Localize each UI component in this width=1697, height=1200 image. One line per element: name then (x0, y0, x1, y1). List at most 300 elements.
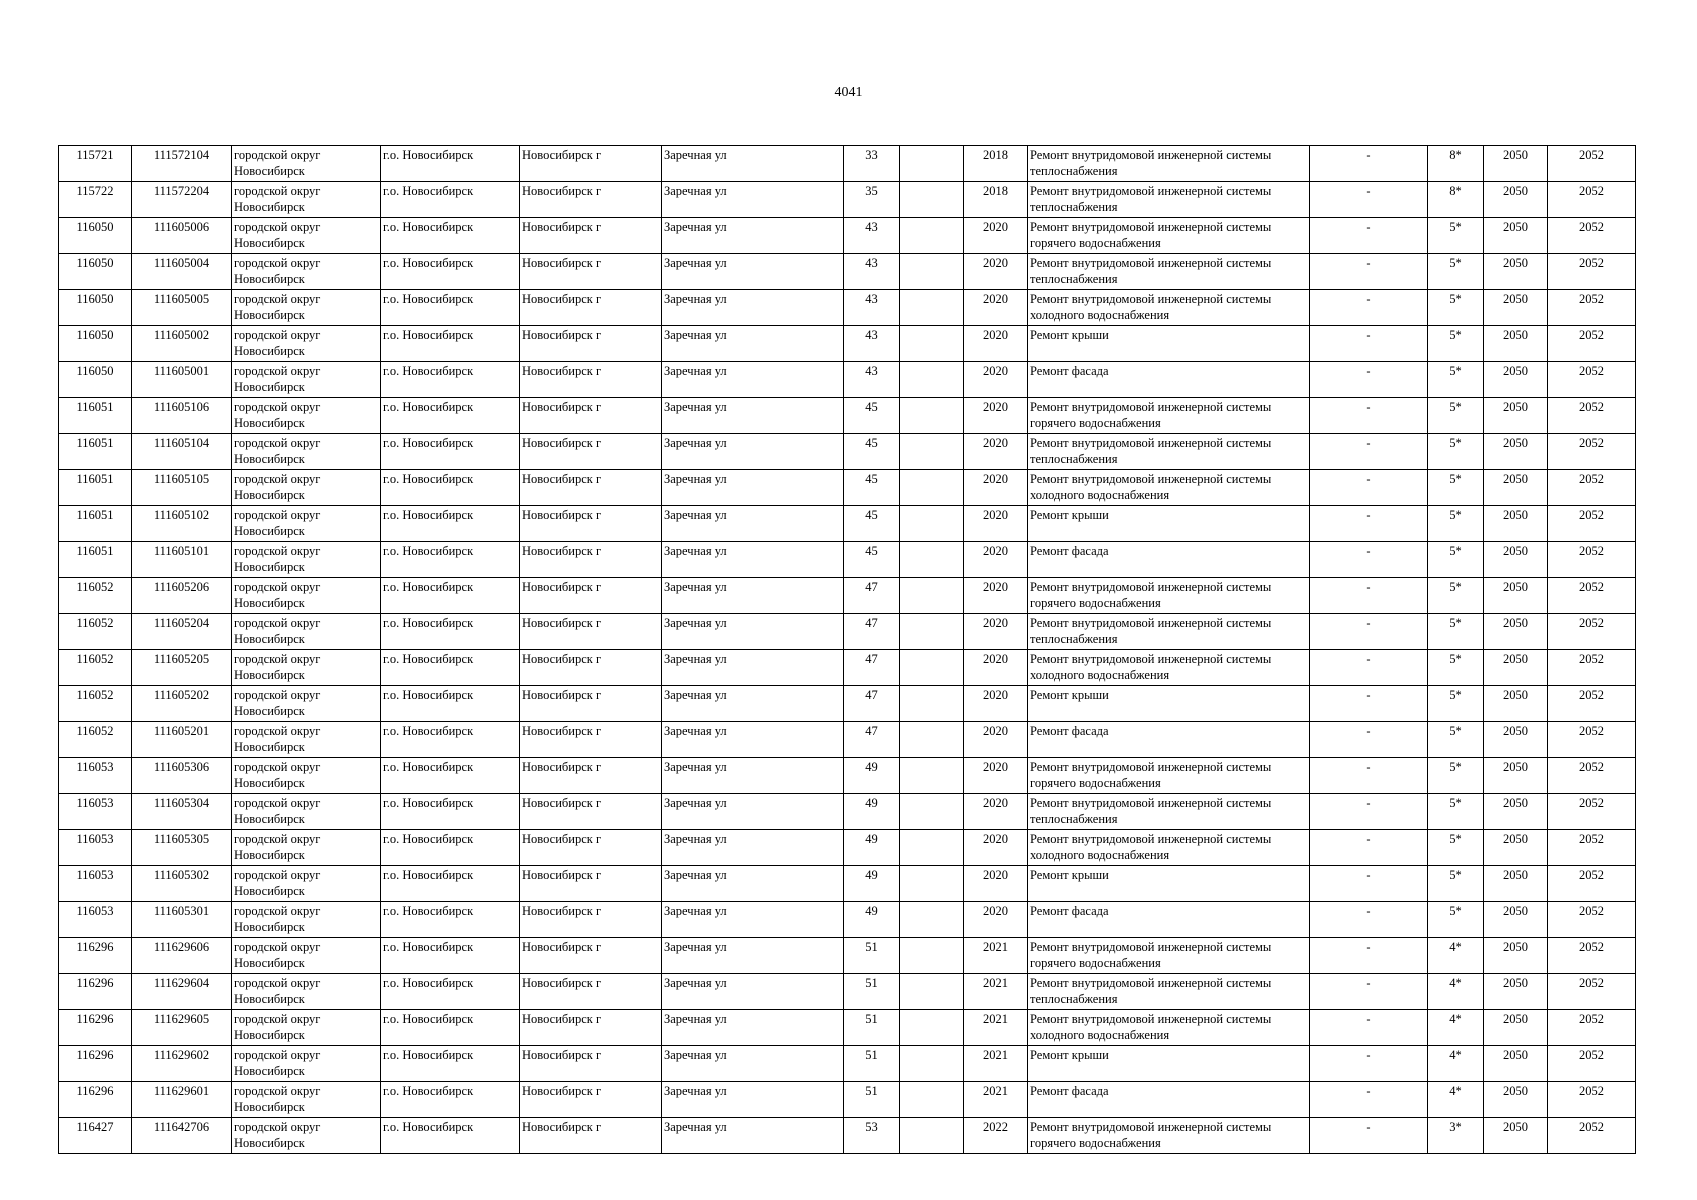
dash-cell: - (1310, 650, 1428, 686)
house-number-cell: 45 (844, 470, 900, 506)
priority-cell: 5* (1428, 578, 1484, 614)
municipality-cell: городской округ Новосибирск (232, 578, 381, 614)
municipality-cell: городской округ Новосибирск (232, 1010, 381, 1046)
district-cell: г.о. Новосибирск (381, 470, 520, 506)
end-year-cell: 2052 (1548, 362, 1636, 398)
settlement-cell: Новосибирск г (520, 506, 662, 542)
dash-cell: - (1310, 182, 1428, 218)
house-number-cell: 51 (844, 1010, 900, 1046)
start-year-cell: 2050 (1484, 398, 1548, 434)
house-number-cell: 45 (844, 542, 900, 578)
house-number-cell: 49 (844, 902, 900, 938)
work-type-cell: Ремонт внутридомовой инженерной системы теплоснабжения (1028, 146, 1310, 182)
work-type-cell: Ремонт внутридомовой инженерной системы теплоснабжения (1028, 182, 1310, 218)
building-cell (900, 866, 964, 902)
street-cell: Заречная ул (662, 614, 844, 650)
street-cell: Заречная ул (662, 182, 844, 218)
district-cell: г.о. Новосибирск (381, 866, 520, 902)
work-type-cell: Ремонт внутридомовой инженерной системы теплоснабжения (1028, 794, 1310, 830)
house-id-cell: 116053 (59, 830, 132, 866)
building-cell (900, 758, 964, 794)
work-id-cell: 111642706 (132, 1118, 232, 1154)
district-cell: г.о. Новосибирск (381, 1010, 520, 1046)
table-row (59, 254, 1636, 290)
work-id-cell: 111605106 (132, 398, 232, 434)
house-id-cell: 116296 (59, 938, 132, 974)
start-year-cell: 2050 (1484, 614, 1548, 650)
work-id-cell: 111629606 (132, 938, 232, 974)
district-cell: г.о. Новосибирск (381, 830, 520, 866)
work-id-cell: 111629605 (132, 1010, 232, 1046)
street-cell: Заречная ул (662, 326, 844, 362)
district-cell: г.о. Новосибирск (381, 1046, 520, 1082)
work-id-cell: 111605201 (132, 722, 232, 758)
municipality-cell: городской округ Новосибирск (232, 902, 381, 938)
settlement-cell: Новосибирск г (520, 758, 662, 794)
house-id-cell: 116050 (59, 218, 132, 254)
year-cell: 2020 (964, 434, 1028, 470)
building-cell (900, 938, 964, 974)
house-number-cell: 49 (844, 758, 900, 794)
settlement-cell: Новосибирск г (520, 1082, 662, 1118)
municipality-cell: городской округ Новосибирск (232, 1082, 381, 1118)
end-year-cell: 2052 (1548, 758, 1636, 794)
work-type-cell: Ремонт внутридомовой инженерной системы холодного водоснабжения (1028, 1010, 1310, 1046)
house-number-cell: 47 (844, 686, 900, 722)
dash-cell: - (1310, 146, 1428, 182)
house-number-cell: 49 (844, 794, 900, 830)
end-year-cell: 2052 (1548, 290, 1636, 326)
end-year-cell: 2052 (1548, 146, 1636, 182)
year-cell: 2020 (964, 254, 1028, 290)
street-cell: Заречная ул (662, 938, 844, 974)
building-cell (900, 182, 964, 218)
start-year-cell: 2050 (1484, 722, 1548, 758)
work-id-cell: 111605005 (132, 290, 232, 326)
end-year-cell: 2052 (1548, 434, 1636, 470)
priority-cell: 5* (1428, 470, 1484, 506)
district-cell: г.о. Новосибирск (381, 722, 520, 758)
year-cell: 2021 (964, 974, 1028, 1010)
dash-cell: - (1310, 218, 1428, 254)
work-type-cell: Ремонт внутридомовой инженерной системы горячего водоснабжения (1028, 218, 1310, 254)
building-cell (900, 614, 964, 650)
year-cell: 2020 (964, 218, 1028, 254)
start-year-cell: 2050 (1484, 146, 1548, 182)
end-year-cell: 2052 (1548, 506, 1636, 542)
district-cell: г.о. Новосибирск (381, 938, 520, 974)
municipality-cell: городской округ Новосибирск (232, 650, 381, 686)
building-cell (900, 1082, 964, 1118)
building-cell (900, 146, 964, 182)
house-id-cell: 116427 (59, 1118, 132, 1154)
dash-cell: - (1310, 326, 1428, 362)
dash-cell: - (1310, 974, 1428, 1010)
work-type-cell: Ремонт внутридомовой инженерной системы теплоснабжения (1028, 254, 1310, 290)
district-cell: г.о. Новосибирск (381, 506, 520, 542)
dash-cell: - (1310, 902, 1428, 938)
work-type-cell: Ремонт внутридомовой инженерной системы холодного водоснабжения (1028, 470, 1310, 506)
year-cell: 2018 (964, 146, 1028, 182)
house-number-cell: 33 (844, 146, 900, 182)
house-id-cell: 116296 (59, 1010, 132, 1046)
settlement-cell: Новосибирск г (520, 182, 662, 218)
house-id-cell: 116050 (59, 254, 132, 290)
district-cell: г.о. Новосибирск (381, 362, 520, 398)
table-row (59, 1010, 1636, 1046)
building-cell (900, 794, 964, 830)
municipality-cell: городской округ Новосибирск (232, 794, 381, 830)
end-year-cell: 2052 (1548, 794, 1636, 830)
house-id-cell: 116051 (59, 470, 132, 506)
start-year-cell: 2050 (1484, 758, 1548, 794)
start-year-cell: 2050 (1484, 1010, 1548, 1046)
work-id-cell: 111605006 (132, 218, 232, 254)
work-type-cell: Ремонт внутридомовой инженерной системы горячего водоснабжения (1028, 938, 1310, 974)
building-cell (900, 650, 964, 686)
year-cell: 2020 (964, 290, 1028, 326)
work-id-cell: 111605102 (132, 506, 232, 542)
start-year-cell: 2050 (1484, 506, 1548, 542)
settlement-cell: Новосибирск г (520, 578, 662, 614)
year-cell: 2020 (964, 398, 1028, 434)
street-cell: Заречная ул (662, 218, 844, 254)
dash-cell: - (1310, 830, 1428, 866)
settlement-cell: Новосибирск г (520, 1010, 662, 1046)
end-year-cell: 2052 (1548, 902, 1636, 938)
end-year-cell: 2052 (1548, 1010, 1636, 1046)
table-row (59, 146, 1636, 182)
building-cell (900, 290, 964, 326)
work-id-cell: 111605104 (132, 434, 232, 470)
year-cell: 2020 (964, 758, 1028, 794)
work-type-cell: Ремонт внутридомовой инженерной системы теплоснабжения (1028, 974, 1310, 1010)
year-cell: 2020 (964, 902, 1028, 938)
house-number-cell: 43 (844, 218, 900, 254)
priority-cell: 5* (1428, 290, 1484, 326)
end-year-cell: 2052 (1548, 866, 1636, 902)
settlement-cell: Новосибирск г (520, 866, 662, 902)
work-id-cell: 111629602 (132, 1046, 232, 1082)
municipality-cell: городской округ Новосибирск (232, 398, 381, 434)
year-cell: 2020 (964, 326, 1028, 362)
street-cell: Заречная ул (662, 686, 844, 722)
table-row (59, 470, 1636, 506)
table-row (59, 902, 1636, 938)
priority-cell: 4* (1428, 1010, 1484, 1046)
end-year-cell: 2052 (1548, 830, 1636, 866)
building-cell (900, 506, 964, 542)
year-cell: 2020 (964, 866, 1028, 902)
municipality-cell: городской округ Новосибирск (232, 686, 381, 722)
municipality-cell: городской округ Новосибирск (232, 146, 381, 182)
end-year-cell: 2052 (1548, 398, 1636, 434)
priority-cell: 5* (1428, 686, 1484, 722)
house-number-cell: 49 (844, 866, 900, 902)
settlement-cell: Новосибирск г (520, 434, 662, 470)
municipality-cell: городской округ Новосибирск (232, 218, 381, 254)
house-id-cell: 115722 (59, 182, 132, 218)
street-cell: Заречная ул (662, 398, 844, 434)
work-id-cell: 111629604 (132, 974, 232, 1010)
priority-cell: 5* (1428, 794, 1484, 830)
municipality-cell: городской округ Новосибирск (232, 938, 381, 974)
settlement-cell: Новосибирск г (520, 1118, 662, 1154)
work-id-cell: 111572104 (132, 146, 232, 182)
work-type-cell: Ремонт крыши (1028, 506, 1310, 542)
house-number-cell: 47 (844, 578, 900, 614)
settlement-cell: Новосибирск г (520, 254, 662, 290)
building-cell (900, 1118, 964, 1154)
priority-cell: 4* (1428, 1082, 1484, 1118)
settlement-cell: Новосибирск г (520, 218, 662, 254)
table-row (59, 182, 1636, 218)
district-cell: г.о. Новосибирск (381, 218, 520, 254)
end-year-cell: 2052 (1548, 722, 1636, 758)
work-type-cell: Ремонт внутридомовой инженерной системы горячего водоснабжения (1028, 578, 1310, 614)
work-id-cell: 111605202 (132, 686, 232, 722)
street-cell: Заречная ул (662, 830, 844, 866)
year-cell: 2020 (964, 794, 1028, 830)
building-cell (900, 542, 964, 578)
district-cell: г.о. Новосибирск (381, 902, 520, 938)
municipality-cell: городской округ Новосибирск (232, 542, 381, 578)
table-row (59, 1046, 1636, 1082)
year-cell: 2020 (964, 722, 1028, 758)
house-id-cell: 115721 (59, 146, 132, 182)
work-id-cell: 111605304 (132, 794, 232, 830)
work-id-cell: 111605004 (132, 254, 232, 290)
table-row (59, 1082, 1636, 1118)
priority-cell: 5* (1428, 866, 1484, 902)
municipality-cell: городской округ Новосибирск (232, 434, 381, 470)
priority-cell: 5* (1428, 542, 1484, 578)
work-type-cell: Ремонт крыши (1028, 686, 1310, 722)
street-cell: Заречная ул (662, 146, 844, 182)
dash-cell: - (1310, 1082, 1428, 1118)
work-type-cell: Ремонт фасада (1028, 722, 1310, 758)
street-cell: Заречная ул (662, 1046, 844, 1082)
work-type-cell: Ремонт внутридомовой инженерной системы холодного водоснабжения (1028, 830, 1310, 866)
table-row (59, 614, 1636, 650)
year-cell: 2021 (964, 1010, 1028, 1046)
municipality-cell: городской округ Новосибирск (232, 362, 381, 398)
start-year-cell: 2050 (1484, 794, 1548, 830)
district-cell: г.о. Новосибирск (381, 686, 520, 722)
dash-cell: - (1310, 614, 1428, 650)
house-id-cell: 116052 (59, 578, 132, 614)
work-type-cell: Ремонт внутридомовой инженерной системы теплоснабжения (1028, 614, 1310, 650)
work-type-cell: Ремонт внутридомовой инженерной системы горячего водоснабжения (1028, 758, 1310, 794)
priority-cell: 8* (1428, 182, 1484, 218)
work-type-cell: Ремонт внутридомовой инженерной системы теплоснабжения (1028, 434, 1310, 470)
start-year-cell: 2050 (1484, 578, 1548, 614)
dash-cell: - (1310, 938, 1428, 974)
end-year-cell: 2052 (1548, 254, 1636, 290)
table-row (59, 866, 1636, 902)
table-row (59, 974, 1636, 1010)
street-cell: Заречная ул (662, 290, 844, 326)
start-year-cell: 2050 (1484, 686, 1548, 722)
municipality-cell: городской округ Новосибирск (232, 974, 381, 1010)
end-year-cell: 2052 (1548, 578, 1636, 614)
priority-cell: 4* (1428, 1046, 1484, 1082)
dash-cell: - (1310, 506, 1428, 542)
house-number-cell: 43 (844, 290, 900, 326)
house-number-cell: 51 (844, 938, 900, 974)
settlement-cell: Новосибирск г (520, 290, 662, 326)
district-cell: г.о. Новосибирск (381, 398, 520, 434)
dash-cell: - (1310, 362, 1428, 398)
priority-cell: 5* (1428, 218, 1484, 254)
building-cell (900, 830, 964, 866)
building-cell (900, 1046, 964, 1082)
dash-cell: - (1310, 722, 1428, 758)
priority-cell: 5* (1428, 614, 1484, 650)
dash-cell: - (1310, 1010, 1428, 1046)
work-id-cell: 111605205 (132, 650, 232, 686)
priority-cell: 5* (1428, 506, 1484, 542)
priority-cell: 4* (1428, 938, 1484, 974)
start-year-cell: 2050 (1484, 434, 1548, 470)
building-cell (900, 254, 964, 290)
district-cell: г.о. Новосибирск (381, 254, 520, 290)
house-id-cell: 116053 (59, 902, 132, 938)
municipality-cell: городской округ Новосибирск (232, 758, 381, 794)
settlement-cell: Новосибирск г (520, 1046, 662, 1082)
house-id-cell: 116052 (59, 722, 132, 758)
municipality-cell: городской округ Новосибирск (232, 182, 381, 218)
house-id-cell: 116051 (59, 542, 132, 578)
street-cell: Заречная ул (662, 578, 844, 614)
year-cell: 2020 (964, 614, 1028, 650)
house-number-cell: 43 (844, 254, 900, 290)
priority-cell: 5* (1428, 434, 1484, 470)
table-body (59, 146, 1636, 1154)
settlement-cell: Новосибирск г (520, 830, 662, 866)
year-cell: 2021 (964, 1082, 1028, 1118)
house-id-cell: 116053 (59, 794, 132, 830)
district-cell: г.о. Новосибирск (381, 326, 520, 362)
building-cell (900, 722, 964, 758)
house-id-cell: 116051 (59, 398, 132, 434)
municipality-cell: городской округ Новосибирск (232, 506, 381, 542)
priority-cell: 4* (1428, 974, 1484, 1010)
building-cell (900, 218, 964, 254)
start-year-cell: 2050 (1484, 1118, 1548, 1154)
work-id-cell: 111605301 (132, 902, 232, 938)
street-cell: Заречная ул (662, 470, 844, 506)
table-row (59, 398, 1636, 434)
start-year-cell: 2050 (1484, 362, 1548, 398)
district-cell: г.о. Новосибирск (381, 290, 520, 326)
table-row (59, 830, 1636, 866)
priority-cell: 8* (1428, 146, 1484, 182)
settlement-cell: Новосибирск г (520, 362, 662, 398)
settlement-cell: Новосибирск г (520, 542, 662, 578)
end-year-cell: 2052 (1548, 614, 1636, 650)
start-year-cell: 2050 (1484, 182, 1548, 218)
house-id-cell: 116052 (59, 686, 132, 722)
table-row (59, 542, 1636, 578)
house-id-cell: 116050 (59, 362, 132, 398)
year-cell: 2020 (964, 506, 1028, 542)
dash-cell: - (1310, 290, 1428, 326)
street-cell: Заречная ул (662, 506, 844, 542)
street-cell: Заречная ул (662, 722, 844, 758)
start-year-cell: 2050 (1484, 866, 1548, 902)
building-cell (900, 974, 964, 1010)
table-row (59, 434, 1636, 470)
dash-cell: - (1310, 794, 1428, 830)
municipality-cell: городской округ Новосибирск (232, 254, 381, 290)
work-id-cell: 111605204 (132, 614, 232, 650)
settlement-cell: Новосибирск г (520, 146, 662, 182)
start-year-cell: 2050 (1484, 974, 1548, 1010)
end-year-cell: 2052 (1548, 470, 1636, 506)
street-cell: Заречная ул (662, 902, 844, 938)
district-cell: г.о. Новосибирск (381, 542, 520, 578)
work-id-cell: 111605305 (132, 830, 232, 866)
work-id-cell: 111605302 (132, 866, 232, 902)
district-cell: г.о. Новосибирск (381, 434, 520, 470)
street-cell: Заречная ул (662, 866, 844, 902)
municipality-cell: городской округ Новосибирск (232, 722, 381, 758)
street-cell: Заречная ул (662, 974, 844, 1010)
building-cell (900, 902, 964, 938)
municipality-cell: городской округ Новосибирск (232, 866, 381, 902)
dash-cell: - (1310, 542, 1428, 578)
work-id-cell: 111605101 (132, 542, 232, 578)
end-year-cell: 2052 (1548, 218, 1636, 254)
end-year-cell: 2052 (1548, 1046, 1636, 1082)
street-cell: Заречная ул (662, 650, 844, 686)
work-id-cell: 111605002 (132, 326, 232, 362)
settlement-cell: Новосибирск г (520, 398, 662, 434)
work-id-cell: 111605306 (132, 758, 232, 794)
year-cell: 2020 (964, 470, 1028, 506)
table-row (59, 938, 1636, 974)
dash-cell: - (1310, 470, 1428, 506)
house-id-cell: 116053 (59, 866, 132, 902)
district-cell: г.о. Новосибирск (381, 974, 520, 1010)
table-row (59, 506, 1636, 542)
repair-schedule-table (58, 145, 1636, 1154)
street-cell: Заречная ул (662, 1082, 844, 1118)
dash-cell: - (1310, 254, 1428, 290)
start-year-cell: 2050 (1484, 542, 1548, 578)
work-id-cell: 111605206 (132, 578, 232, 614)
house-id-cell: 116296 (59, 1082, 132, 1118)
priority-cell: 5* (1428, 650, 1484, 686)
start-year-cell: 2050 (1484, 218, 1548, 254)
work-type-cell: Ремонт внутридомовой инженерной системы горячего водоснабжения (1028, 1118, 1310, 1154)
municipality-cell: городской округ Новосибирск (232, 1118, 381, 1154)
district-cell: г.о. Новосибирск (381, 758, 520, 794)
house-id-cell: 116296 (59, 974, 132, 1010)
work-type-cell: Ремонт внутридомовой инженерной системы холодного водоснабжения (1028, 650, 1310, 686)
building-cell (900, 578, 964, 614)
end-year-cell: 2052 (1548, 542, 1636, 578)
dash-cell: - (1310, 1118, 1428, 1154)
street-cell: Заречная ул (662, 434, 844, 470)
street-cell: Заречная ул (662, 542, 844, 578)
priority-cell: 5* (1428, 362, 1484, 398)
year-cell: 2020 (964, 830, 1028, 866)
end-year-cell: 2052 (1548, 974, 1636, 1010)
work-id-cell: 111629601 (132, 1082, 232, 1118)
table-row (59, 650, 1636, 686)
